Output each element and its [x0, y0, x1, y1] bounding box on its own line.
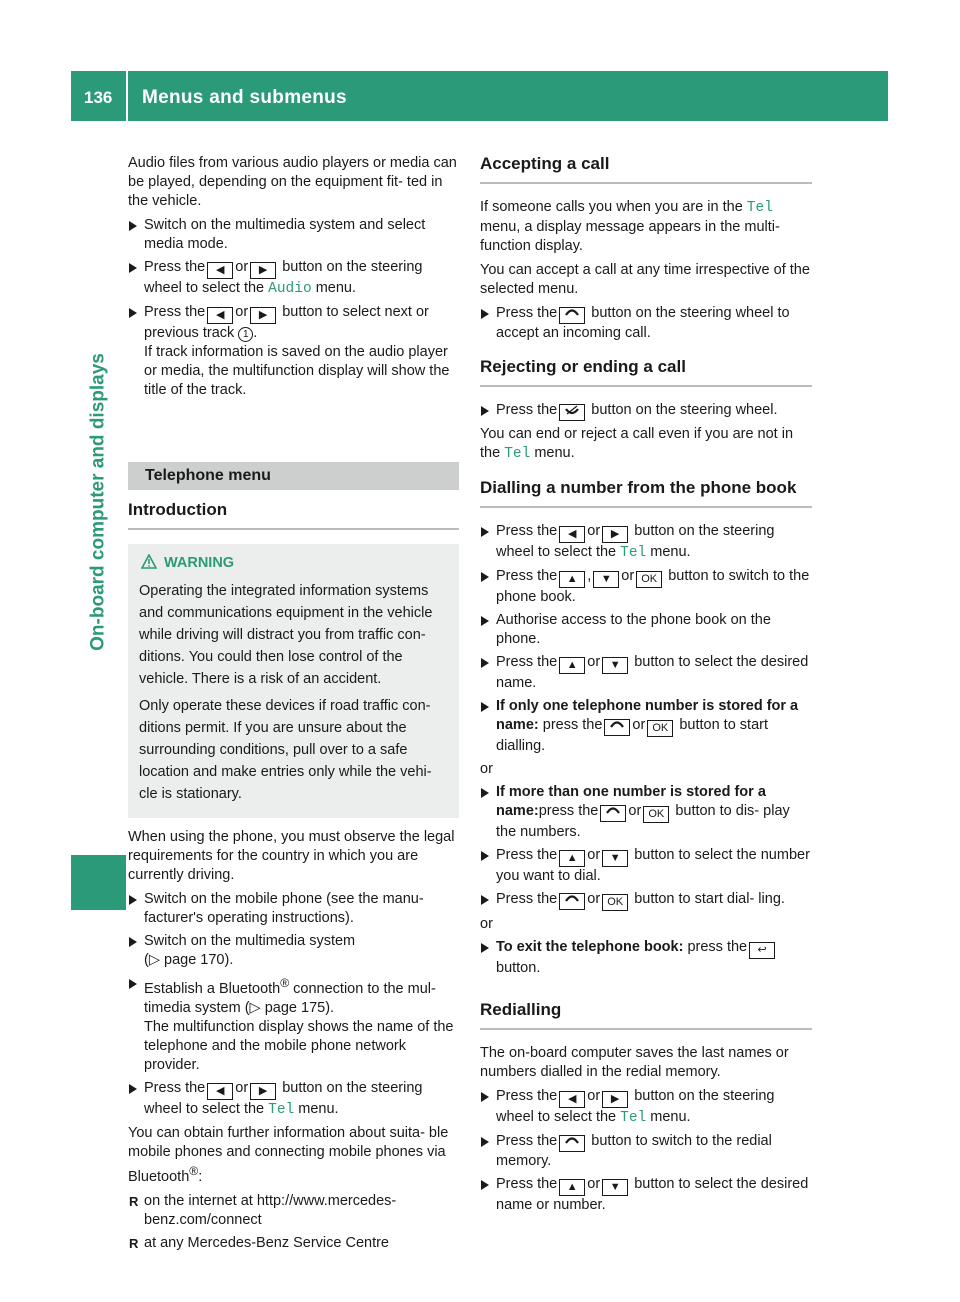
down-arrow-button-icon: ▼: [602, 850, 628, 867]
or-text: or: [621, 568, 635, 584]
paragraph: [128, 1124, 459, 1187]
menu-name-tel: Tel: [504, 446, 531, 462]
step-text: Switch on the multimedia system and select media mode.: [144, 217, 426, 252]
step-arrow-icon: [129, 1084, 137, 1094]
callout-one-icon: 1: [238, 327, 253, 342]
down-arrow-button-icon: ▼: [602, 1179, 628, 1196]
step-text: Switch on the mobile phone (see the manu- facturer's operating instructions).: [144, 891, 424, 926]
bullet-item: [128, 1192, 459, 1230]
step-arrow-icon: [481, 658, 489, 668]
up-arrow-button-icon: ▲: [559, 1179, 585, 1196]
bullet-item: [128, 1234, 459, 1253]
accept-call-icon: [559, 1135, 585, 1152]
step-text: button.: [496, 960, 541, 976]
or-text: or: [628, 803, 642, 819]
step-item: [128, 216, 459, 254]
warning-title: [139, 552, 451, 574]
right-arrow-button-icon: ▶: [250, 307, 276, 324]
header-divider: [126, 71, 128, 121]
left-arrow-button-icon: ◀: [559, 1091, 585, 1108]
section-heading: Redialling: [480, 1000, 812, 1030]
or-text: or: [587, 891, 601, 907]
side-tab-label: On-board computer and displays: [87, 353, 109, 651]
up-arrow-button-icon: ▲: [559, 850, 585, 867]
step-arrow-icon: [481, 702, 489, 712]
section-heading: Accepting a call: [480, 154, 812, 184]
paragraph-text: menu.: [534, 445, 575, 461]
or-text: or: [235, 259, 249, 275]
step-text: menu.: [650, 544, 691, 560]
ok-button-icon: OK: [643, 806, 669, 823]
step-condition: To exit the telephone book:: [496, 939, 684, 955]
back-button-icon: ↩: [749, 942, 775, 959]
step-item: [480, 938, 812, 978]
step-item: [128, 303, 459, 400]
step-text: button on the steering wheel to select the: [496, 1088, 775, 1125]
step-text: button to switch to the phone book.: [496, 568, 810, 605]
step-text: Authorise access to the phone book on the phone.: [496, 612, 771, 647]
menu-name-tel: Tel: [746, 200, 773, 216]
step-item: [480, 1087, 812, 1128]
page-title: Menus and submenus: [142, 87, 347, 108]
step-text: button to start dial- ling.: [634, 891, 785, 907]
accept-call-icon: [559, 893, 585, 910]
step-item: [480, 401, 812, 421]
step-text: Press the: [144, 304, 206, 320]
page-number: 136: [84, 88, 113, 107]
step-text: button to start dialling.: [496, 717, 769, 754]
step-item: [480, 522, 812, 563]
step-item: [480, 1175, 812, 1215]
warning-triangle-icon: [141, 554, 157, 569]
right-arrow-button-icon: ▶: [602, 1091, 628, 1108]
step-text: button to select next or previous track: [144, 304, 429, 341]
accept-call-icon: [604, 719, 630, 736]
step-arrow-icon: [129, 221, 137, 231]
step-text: Press the: [496, 568, 558, 584]
step-text: button to dis- play the numbers.: [496, 803, 790, 840]
step-arrow-icon: [129, 263, 137, 273]
or-line: or: [480, 916, 493, 932]
step-arrow-icon: [481, 943, 489, 953]
menu-name-tel: Tel: [620, 545, 647, 561]
end-call-icon: [559, 404, 585, 421]
step-text: Press the: [496, 654, 558, 670]
step-text: connection to the mul- timedia system (▷ page 175).: [144, 980, 436, 1016]
step-arrow-icon: [481, 851, 489, 861]
step-text: menu.: [650, 1109, 691, 1125]
step-item: [128, 1079, 459, 1120]
or-line: or: [480, 761, 493, 777]
step-condition: If more than one number is stored for a name:: [496, 784, 766, 819]
step-arrow-icon: [481, 895, 489, 905]
paragraph-text: You can obtain further information about suita- ble mobile phones and connecting mobile phones via Bluetooth: [128, 1124, 449, 1185]
step-text: button on the steering wheel to select the: [496, 523, 775, 560]
left-arrow-button-icon: ◀: [207, 307, 233, 324]
section-heading: Dialling a number from the phone book: [480, 478, 812, 508]
step-text: Press the: [496, 1176, 558, 1192]
accept-call-icon: [600, 805, 626, 822]
step-arrow-icon: [481, 1092, 489, 1102]
step-text: Press the: [144, 259, 206, 275]
step-item: [480, 846, 812, 886]
step-text: Press the: [496, 523, 558, 539]
left-arrow-button-icon: ◀: [207, 262, 233, 279]
step-arrow-icon: [481, 1180, 489, 1190]
step-arrow-icon: [129, 895, 137, 905]
bullet-text: at any Mercedes-Benz Service Centre: [144, 1234, 389, 1251]
section-banner: Telephone menu: [128, 462, 459, 490]
left-arrow-button-icon: ◀: [559, 526, 585, 543]
step-item: [480, 611, 812, 649]
step-item: [128, 890, 459, 928]
step-arrow-icon: [129, 937, 137, 947]
step-text: button on the steering wheel to select the: [144, 259, 423, 296]
paragraph-text: menu, a display message appears in the multi- function display.: [480, 219, 780, 254]
right-column: [480, 154, 812, 1219]
step-text: button to select the desired name.: [496, 654, 809, 691]
audio-intro: Audio files from various audio players or media can be played, depending on the equipment fit- ted in the vehicle.: [128, 155, 457, 209]
step-condition: If only one telephone number is stored for a name:: [496, 698, 799, 733]
step-text: Press the: [496, 1133, 558, 1149]
step-arrow-icon: [129, 979, 137, 989]
bullet-text: on the internet at http://www.mercedes- benz.com/connect: [144, 1192, 397, 1228]
step-info: If track information is saved on the audio player or media, the multifunction display will show the title of the track.: [144, 344, 450, 398]
step-text: menu.: [315, 280, 356, 296]
step-text: button on the steering wheel to select the: [144, 1079, 423, 1117]
step-item: [480, 567, 812, 607]
paragraph-text: If someone calls you when you are in the: [480, 199, 743, 215]
down-arrow-button-icon: ▼: [593, 571, 619, 588]
bullet-r-icon: R: [129, 1235, 139, 1251]
right-arrow-button-icon: ▶: [250, 1083, 276, 1100]
step-text: Switch on the multimedia system: [144, 933, 356, 949]
paragraph: The on-board computer saves the last names or numbers dialled in the redial memory.: [480, 1045, 789, 1080]
step-item: [128, 974, 459, 1075]
or-text: or: [587, 523, 601, 539]
warning-title-text: WARNING: [164, 555, 235, 571]
warning-text: Only operate these devices if road traffic con- ditions permit. If you are unsure about the surrounding conditions, pull over to a safe location and make entries only while the vehi- cle is stationary.: [139, 698, 432, 802]
or-text: or: [632, 717, 646, 733]
right-arrow-button-icon: ▶: [602, 526, 628, 543]
step-item: [480, 697, 812, 756]
menu-name-tel: Tel: [620, 1110, 647, 1126]
paragraph: When using the phone, you must observe the legal requirements for the country in which you are currently driving.: [128, 829, 455, 883]
step-info: The multifunction display shows the name of the telephone and the mobile phone network provider.: [144, 1018, 454, 1073]
accept-call-icon: [559, 307, 585, 324]
registered-mark: ®: [280, 976, 290, 990]
page-reference: (▷ page 170).: [144, 952, 234, 968]
section-heading: Rejecting or ending a call: [480, 357, 812, 387]
or-text: or: [587, 654, 601, 670]
down-arrow-button-icon: ▼: [602, 657, 628, 674]
side-tab-marker: [71, 855, 126, 910]
step-text: Press the: [144, 1079, 206, 1096]
section-heading: Introduction: [128, 500, 459, 530]
paragraph: [480, 198, 812, 256]
step-text: Press the: [496, 847, 558, 863]
ok-button-icon: OK: [636, 571, 662, 588]
menu-name-audio: Audio: [268, 281, 312, 297]
step-text: Press the: [496, 305, 558, 321]
or-text: or: [587, 1176, 601, 1192]
step-arrow-icon: [129, 308, 137, 318]
up-arrow-button-icon: ▲: [559, 571, 585, 588]
step-arrow-icon: [481, 572, 489, 582]
or-text: or: [235, 1079, 249, 1096]
step-item: [480, 783, 812, 842]
step-text: .: [253, 325, 258, 341]
step-item: [480, 1132, 812, 1171]
step-arrow-icon: [481, 527, 489, 537]
comma-text: ,: [587, 568, 592, 584]
paragraph: You can accept a call at any time irrespective of the selected menu.: [480, 262, 810, 297]
step-text: Press the: [496, 1088, 558, 1104]
step-text: press the: [542, 717, 603, 733]
step-text: Press the: [496, 402, 558, 418]
ok-button-icon: OK: [647, 720, 673, 737]
up-arrow-button-icon: ▲: [559, 657, 585, 674]
step-text: Press the: [496, 891, 558, 907]
right-arrow-button-icon: ▶: [250, 262, 276, 279]
menu-name-tel: Tel: [268, 1101, 295, 1118]
step-arrow-icon: [481, 788, 489, 798]
step-item: [480, 304, 812, 343]
bullet-r-icon: R: [129, 1193, 139, 1209]
step-text: Establish a Bluetooth: [144, 980, 281, 997]
step-item: [480, 890, 812, 911]
step-text: button on the steering wheel to accept an incoming call.: [496, 305, 790, 341]
step-text: button to switch to the redial memory.: [496, 1133, 772, 1169]
paragraph-text: You can end or reject a call even if you are not in the: [480, 426, 794, 461]
step-arrow-icon: [481, 406, 489, 416]
registered-mark: ®: [189, 1163, 199, 1178]
step-arrow-icon: [481, 309, 489, 319]
ok-button-icon: OK: [602, 894, 628, 911]
step-arrow-icon: [481, 1137, 489, 1147]
paragraph-text: :: [198, 1168, 203, 1185]
step-item: [480, 653, 812, 693]
paragraph: [480, 425, 812, 464]
or-text: or: [587, 1088, 601, 1104]
step-text: button to select the desired name or number.: [496, 1176, 809, 1213]
left-column: [128, 154, 459, 1257]
step-text: button on the steering wheel.: [591, 402, 778, 418]
warning-box: [128, 544, 459, 818]
warning-text: Operating the integrated information systems and communications equipment in the vehicle while driving will distract you from traffic con- ditions. You could then lose control of the vehicle. There is a risk of an accident.: [139, 583, 433, 687]
left-arrow-button-icon: ◀: [207, 1083, 233, 1100]
step-text: press the: [538, 803, 599, 819]
step-text: button to select the number you want to dial.: [496, 847, 810, 884]
step-text: menu.: [298, 1100, 339, 1117]
or-text: or: [587, 847, 601, 863]
or-text: or: [235, 304, 249, 320]
step-text: press the: [687, 939, 748, 955]
step-arrow-icon: [481, 616, 489, 626]
step-item: [128, 258, 459, 299]
step-item: [128, 932, 459, 970]
